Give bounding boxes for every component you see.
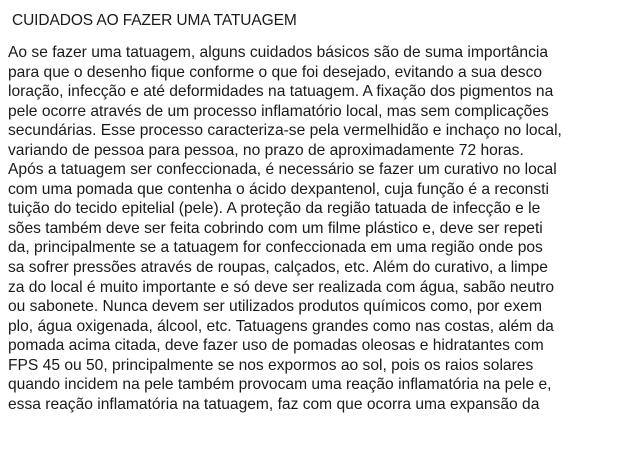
body-line: Ao se fazer uma tatuagem, alguns cuidados básicos são de suma importância [8, 44, 549, 61]
body-line: variando de pessoa para pessoa, no prazo de aproximadamente 72 horas. [8, 141, 524, 159]
body-line: FPS 45 ou 50, principalmente se nos expormos ao sol, pois os raios solares [8, 356, 534, 374]
body-line: loração, infecção e até deformidades na tatuagem. A fixação dos pigmentos na [8, 83, 554, 101]
body-line: plo, água oxigenada, álcool, etc. Tatuagens grandes como nas costas, além da [8, 317, 554, 335]
body-line: ou sabonete. Nunca devem ser utilizados produtos químicos como, por exem [8, 298, 542, 316]
body-line: za do local é muito importante e só deve ser realizada com água, sabão neutro [8, 278, 555, 296]
body-line: sa sofrer pressões através de roupas, calçados, etc. Além do curativo, a limpe [8, 259, 548, 277]
body-line: sões também deve ser feita cobrindo com um filme plástico e, deve ser repeti [8, 219, 543, 237]
document-body [8, 43, 638, 414]
body-line: tuição do tecido epitelial (pele). A proteção da região tatuada de infecção e le [8, 200, 541, 218]
body-line: Após a tatuagem ser confeccionada, é necessário se fazer um curativo no local [8, 161, 557, 179]
body-line: com uma pomada que contenha o ácido dexpantenol, cuja função é a reconsti [8, 180, 549, 198]
body-line: da, principalmente se a tatuagem for confeccionada em uma região onde pos [8, 239, 543, 257]
document-title: CUIDADOS AO FAZER UMA TATUAGEM [12, 12, 297, 29]
body-line: para que o desenho fique conforme o que foi desejado, evitando a sua desco [8, 63, 543, 81]
body-line: secundárias. Esse processo caracteriza-se pela vermelhidão e inchaço no local, [8, 122, 562, 140]
body-line: quando incidem na pele também provocam uma reação inflamatória na pele e, [8, 376, 552, 394]
body-line: pomada acima citada, deve fazer uso de pomadas oleosas e hidratantes com [8, 337, 544, 355]
body-line: pele ocorre através de um processo inflamatório local, mas sem complicações [8, 102, 549, 120]
body-line: essa reação inflamatória na tatuagem, faz com que ocorra uma expansão da [8, 395, 540, 413]
